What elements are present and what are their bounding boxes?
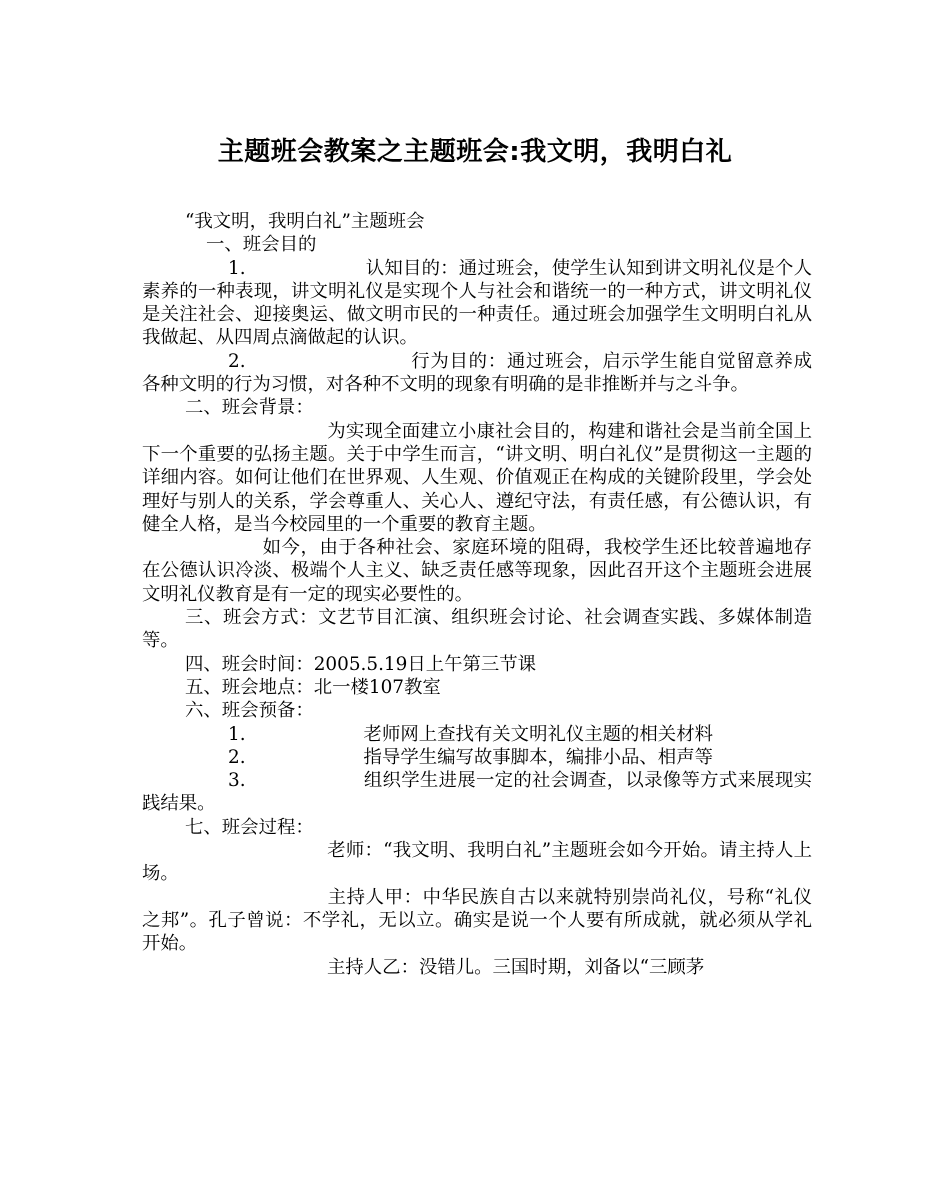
paragraph-host-a	[142, 886, 812, 956]
paragraph-time: 四、班会时间：2005.5.19日上午第三节课	[185, 653, 537, 675]
paragraph-text: 为实现全面建立小康社会目的，构建和谐社会是当前全国上下一个重要的弘扬主题。关于中学生而言，“讲文明、明白礼仪”是贯彻这一主题的详细内容。如何让他们在世界观、人生观、价值观正在构成的关键阶段里，学会处理好与别人的关系，学会尊重人、关心人、遵纪守法，有责任感，有公德认识，有健全人格，是当今校园里的一个重要的教育主题。	[142, 420, 812, 535]
paragraph-text: 指导学生编写故事脚本，编排小品、相声等	[363, 746, 713, 768]
paragraph-subtitle: “我文明，我明白礼”主题班会	[185, 211, 425, 232]
paragraph-prep-2	[142, 746, 812, 769]
list-number: 2.	[228, 746, 246, 768]
paragraph-prep-3	[142, 769, 812, 816]
paragraph-text: 认知目的：通过班会，使学生认知到讲文明礼仪是个人素养的一种表现，讲文明礼仪是实现个人与社会和谐统一的一种方式，讲文明礼仪是关注社会、迎接奥运、做文明市民的一种责任。通过班会加强学生文明明白礼从我做起、从四周点滴做起的认识。	[142, 257, 812, 349]
list-number: 3.	[228, 770, 246, 792]
paragraph-background-2	[142, 536, 812, 606]
paragraph-purpose-1	[142, 257, 812, 350]
paragraph-teacher	[142, 839, 812, 886]
section-heading-preparation: 六、班会预备：	[185, 700, 314, 722]
paragraph-background-1	[142, 420, 812, 536]
paragraph-text: 老师网上查找有关文明礼仪主题的相关材料	[363, 723, 713, 745]
paragraph-host-b	[142, 956, 812, 979]
paragraph-location: 五、班会地点：北一楼107教室	[185, 676, 441, 698]
list-number: 2.	[228, 350, 246, 372]
paragraph-text: 老师：“我文明、我明白礼”主题班会如今开始。请主持人上场。	[142, 840, 812, 885]
paragraph-text: 组织学生进展一定的社会调查，以录像等方式来展现实践结果。	[142, 770, 812, 815]
list-number: 1.	[228, 723, 246, 745]
section-heading-purpose: 一、班会目的	[206, 234, 317, 256]
paragraph-text: 主持人甲：中华民族自古以来就特别崇尚礼仪，号称“礼仪之邦”。孔子曾说：不学礼，无以立。确实是说一个人要有所成就，就必须从学礼开始。	[142, 886, 812, 955]
paragraph-purpose-2	[142, 350, 812, 397]
document-title: 主题班会教案之主题班会:我文明，我明白礼	[217, 137, 733, 167]
list-number: 1.	[228, 257, 246, 279]
paragraph-prep-1	[142, 723, 812, 746]
paragraph-text: 如今，由于各种社会、家庭环境的阻碍，我校学生还比较普遍地存在公德认识冷淡、极端个人主义、缺乏责任感等现象，因此召开这个主题班会进展文明礼仪教育是有一定的现实必要性的。	[142, 537, 812, 605]
paragraph-text: 行为目的：通过班会，启示学生能自觉留意养成各种文明的行为习惯，对各种不文明的现象有明确的是非推断并与之斗争。	[142, 350, 812, 396]
paragraph-method: 三、班会方式：文艺节目汇演、组织班会讨论、社会调查实践、多媒体制造等。	[142, 607, 812, 652]
section-heading-background: 二、班会背景：	[185, 397, 314, 419]
paragraph-text: 主持人乙：没错儿。三国时期，刘备以“三顾茅	[327, 956, 705, 978]
section-heading-process: 七、班会过程：	[185, 816, 314, 838]
document-body	[142, 210, 812, 979]
